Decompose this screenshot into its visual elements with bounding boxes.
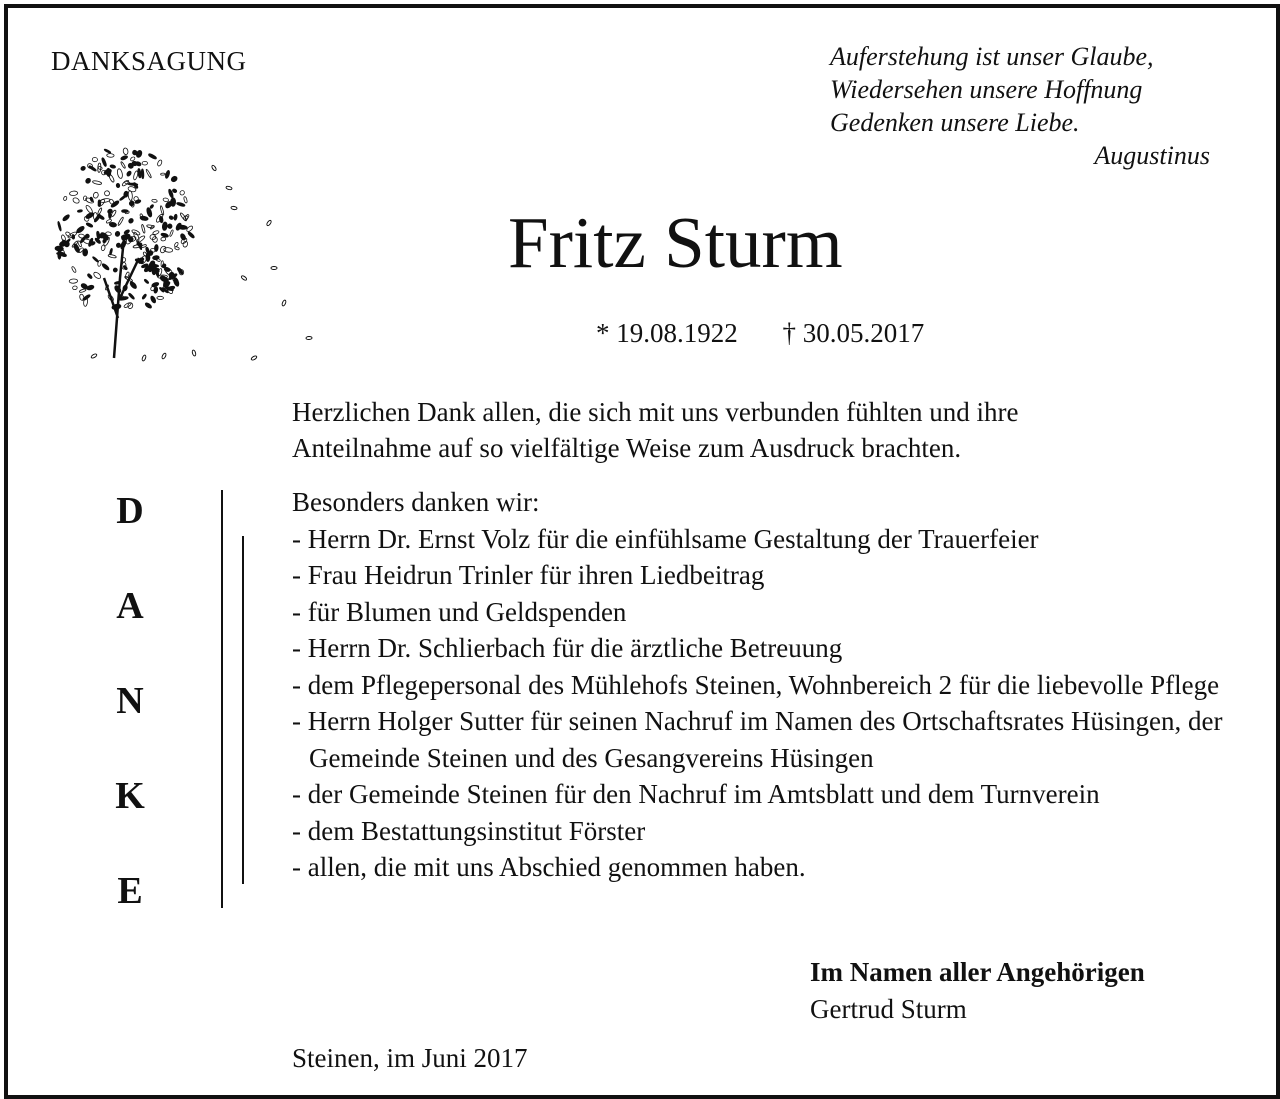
signature-block [810, 954, 1145, 1028]
vertical-rule [242, 536, 244, 884]
thanks-list [292, 521, 1272, 886]
thanks-lead: Besonders danken wir: [292, 487, 540, 517]
list-item: - dem Pflegepersonal des Mühlehofs Steinen, Wohnbereich 2 für die liebevolle Pflege [292, 669, 1220, 700]
list-item: - Frau Heidrun Trinler für ihren Liedbeitrag [292, 560, 765, 590]
danke-letter: K [115, 775, 145, 817]
tree-icon [44, 128, 314, 368]
vertical-rule [221, 490, 223, 908]
quote-block [830, 40, 1210, 172]
signature-name: Gertrud Sturm [810, 994, 967, 1024]
danke-letter: N [116, 680, 144, 722]
intro-line: Herzlichen Dank allen, die sich mit uns verbunden fühlten und ihre [292, 397, 1019, 427]
deceased-name: Fritz Sturm [508, 202, 843, 283]
danke-vertical [108, 484, 152, 959]
intro-text [292, 394, 1232, 466]
quote-author: Augustinus [1094, 141, 1210, 170]
list-item: - dem Bestattungsinstitut Förster [292, 815, 646, 846]
quote-line: Gedenken unsere Liebe. [830, 108, 1080, 137]
quote-line: Auferstehung ist unser Glaube, [830, 42, 1154, 71]
list-item: - allen, die mit uns Abschied genommen haben. [292, 852, 806, 882]
thanks-block [292, 484, 1272, 886]
danke-letter: D [116, 490, 144, 532]
list-item: - Herrn Dr. Schlierbach für die ärztliche Betreuung [292, 633, 843, 663]
obituary-card [4, 4, 1280, 1099]
quote-line: Wiedersehen unsere Hoffnung [830, 75, 1143, 104]
list-item: - für Blumen und Geldspenden [292, 596, 627, 627]
intro-line: Anteilnahme auf so vielfältige Weise zum Ausdruck brachten. [292, 433, 962, 463]
signature-line: Im Namen aller Angehörigen [810, 957, 1145, 987]
place-date: Steinen, im Juni 2017 [292, 1043, 528, 1073]
danke-letter: A [116, 585, 144, 627]
list-item: - der Gemeinde Steinen für den Nachruf im Amtsblatt und dem Turnverein [292, 779, 1100, 809]
heading: DANKSAGUNG [51, 46, 247, 76]
danke-letter: E [117, 870, 143, 912]
list-item: - Herrn Dr. Ernst Volz für die einfühlsame Gestaltung der Trauerfeier [292, 523, 1039, 554]
birth-date: * 19.08.1922 [596, 318, 738, 348]
death-date: † 30.05.2017 [782, 318, 925, 348]
life-dates [596, 318, 924, 349]
list-item: - Herrn Holger Sutter für seinen Nachruf im Namen des Ortschaftsrates Hüsingen, der Gemeinde Steinen und des Gesangvereins Hüsingen [292, 706, 1223, 773]
